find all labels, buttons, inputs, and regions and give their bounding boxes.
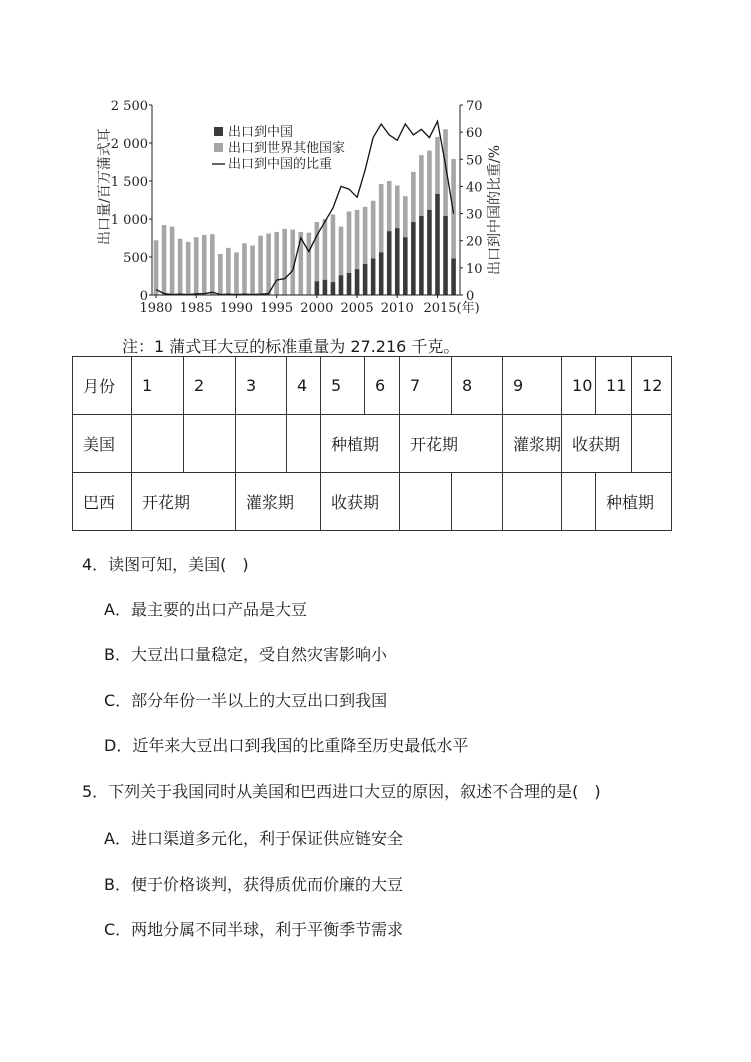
soybean-export-chart [97,95,503,320]
table-cell: 3 [236,357,287,415]
bar-other-2007 [371,201,376,259]
x-tick-label: 2000 [300,301,334,316]
bar-other-1986 [202,235,207,295]
legend [212,124,345,172]
row-label-brazil: 巴西 [73,473,132,531]
row-label-usa: 美国 [73,415,132,473]
brazil-flowering: 开花期 [132,473,236,531]
bar-other-2009 [387,181,392,231]
brazil-filling: 灌浆期 [236,473,321,531]
bar-china-2011 [403,237,408,295]
bar-other-1999 [307,233,312,295]
table-cell: 6 [365,357,400,415]
bar-china-2000 [315,281,320,295]
bar-other-2003 [339,227,344,276]
usa-filling: 灌浆期 [503,415,562,473]
bar-china-2009 [387,231,392,295]
q4-option-c[interactable]: C．部分年份一半以上的大豆出口到我国 [104,691,388,710]
legend-label-china: 出口到中国 [228,125,294,140]
y-right-tick-label: 10 [466,261,483,277]
bar-other-1989 [226,248,231,295]
bar-other-1990 [234,252,239,295]
legend-label-other: 出口到世界其他国家 [228,141,346,156]
bar-china-2014 [427,210,432,295]
q4-option-b[interactable]: B．大豆出口量稳定，受自然灾害影响小 [104,645,387,664]
x-tick-label: 1990 [219,301,253,316]
bar-other-1985 [194,237,199,295]
y-right-tick-label: 60 [466,126,483,142]
bar-china-2016 [443,216,448,295]
bar-other-2013 [419,155,424,216]
legend-swatch-china [214,127,223,136]
bar-other-1993 [258,236,263,295]
bar-other-2015 [435,137,440,194]
bar-other-1984 [186,242,191,295]
y-right-tick-label: 0 [466,289,475,304]
bar-other-2008 [379,184,384,252]
bar-other-2014 [427,151,432,210]
usa-flowering: 开花期 [400,415,503,473]
bar-other-1982 [170,227,175,295]
question-4-stem: 4．读图可知，美国( ) [82,555,249,574]
bar-other-1988 [218,254,223,295]
bar-other-2002 [331,214,336,282]
y-right-tick-label: 40 [466,180,483,196]
y-right-tick-label: 20 [466,234,483,250]
bar-other-1983 [178,239,183,295]
table-cell: 10 [562,357,596,415]
table-cell: 7 [400,357,452,415]
y-left-tick-label: 1 500 [110,175,148,190]
bar-china-2006 [363,264,368,295]
table-row [73,357,672,415]
usa-harvest: 收获期 [562,415,632,473]
bar-other-2011 [403,196,408,237]
bar-china-2002 [331,282,336,295]
q4-option-d[interactable]: D．近年来大豆出口到我国的比重降至历史最低水平 [104,736,469,755]
growth-calendar-table [72,356,672,531]
bar-other-1980 [154,240,159,295]
bar-china-2017 [451,259,456,295]
usa-planting: 种植期 [321,415,400,473]
bar-other-1981 [162,225,167,295]
bar-china-2007 [371,259,376,295]
table-cell: 1 [132,357,184,415]
table-cell: 月份 [73,357,132,415]
table-cell: 5 [321,357,365,415]
y-left-tick-label: 2 500 [110,99,148,114]
q5-option-c[interactable]: C．两地分属不同半球，利于平衡季节需求 [104,920,404,939]
bar-other-2010 [395,186,400,229]
bar-china-2003 [339,275,344,295]
bar-china-2008 [379,252,384,295]
y-left-axis-label: 出口量/百万蒲式耳 [97,128,113,245]
brazil-harvest: 收获期 [321,473,400,531]
x-tick-label: 2010 [380,301,414,316]
y-right-tick-label: 30 [466,207,483,223]
x-tick-label: 2005 [340,301,374,316]
table-cell: 12 [632,357,672,415]
bar-other-1992 [250,246,255,295]
y-right-tick-label: 70 [466,99,483,114]
table-cell: 4 [287,357,321,415]
y-left-tick-label: 0 [139,289,148,304]
bar-other-2006 [363,207,368,264]
bar-china-2001 [323,280,328,295]
bar-china-2010 [395,228,400,295]
table-row [73,415,672,473]
bar-other-2005 [355,210,360,269]
bar-other-2001 [323,219,328,280]
x-tick-label: 2015(年) [423,301,480,316]
bar-other-2004 [347,211,352,273]
bar-other-2012 [411,172,416,222]
bar-other-1987 [210,234,215,295]
table-cell: 8 [452,357,503,415]
bar-other-1996 [282,229,287,295]
x-tick-label: 1980 [139,301,173,316]
bar-other-1991 [242,243,247,295]
bar-other-1995 [274,232,279,295]
table-cell: 2 [184,357,236,415]
table-cell: 9 [503,357,562,415]
bar-china-2004 [347,273,352,295]
x-tick-label: 1985 [179,301,213,316]
y-right-tick-label: 50 [466,153,483,169]
bar-other-1994 [266,233,271,295]
bar-china-2015 [435,194,440,295]
question-5-stem: 5．下列关于我国同时从美国和巴西进口大豆的原因，叙述不合理的是( ) [82,782,601,801]
table-row [73,473,672,531]
x-tick-label: 1995 [260,301,294,316]
y-left-tick-label: 1 000 [110,213,148,228]
bar-other-2000 [315,222,320,281]
y-left-tick-label: 500 [123,251,148,266]
chart-note: 注：1 蒲式耳大豆的标准重量为 27.216 千克。 [122,337,460,356]
q5-option-a[interactable]: A．进口渠道多元化，利于保证供应链安全 [104,829,403,848]
q5-option-b[interactable]: B．便于价格谈判，获得质优而价廉的大豆 [104,875,403,894]
legend-label-share: 出口到中国的比重 [228,157,333,172]
bar-china-2012 [411,222,416,295]
y-right-axis-label: 出口到中国的比重/% [487,144,503,275]
legend-swatch-other [214,143,223,152]
bar-china-2005 [355,269,360,295]
brazil-planting: 种植期 [596,473,672,531]
bar-china-2013 [419,216,424,295]
q4-option-a[interactable]: A．最主要的出口产品是大豆 [104,600,307,619]
y-left-tick-label: 2 000 [110,137,148,152]
table-cell: 11 [596,357,632,415]
bar-other-2017 [451,159,456,259]
